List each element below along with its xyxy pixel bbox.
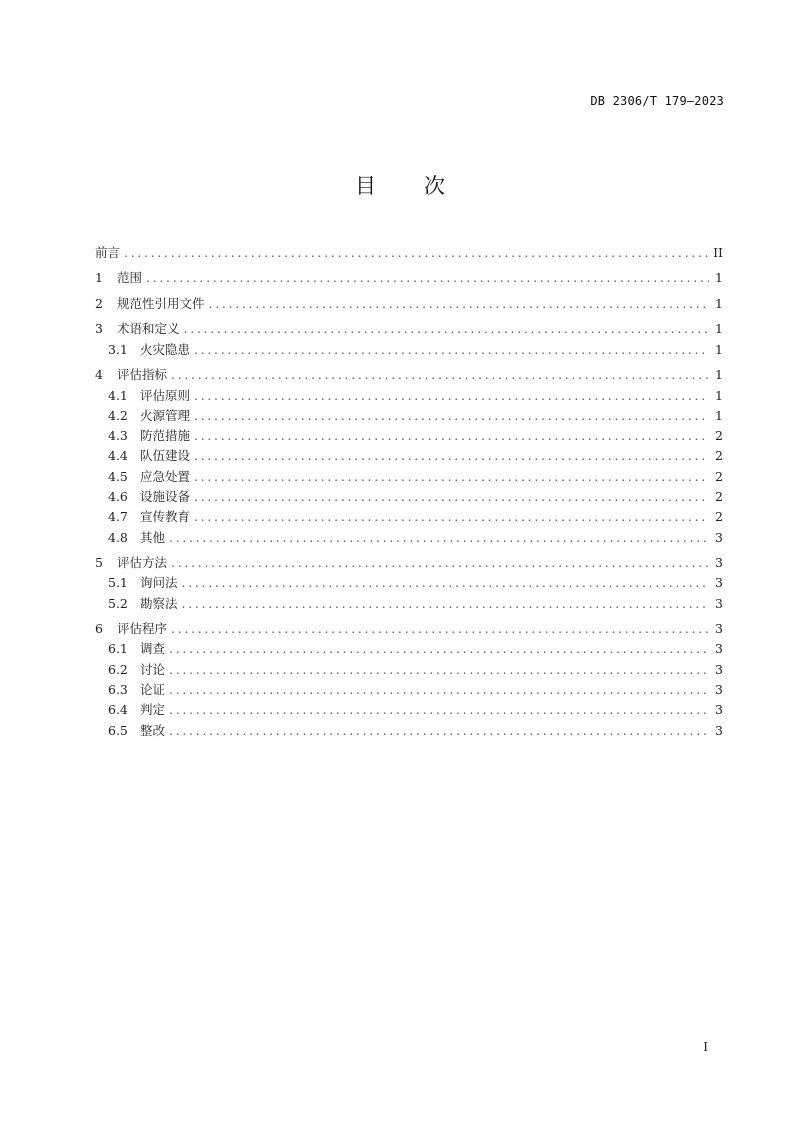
dot-leader (194, 340, 709, 360)
toc-entry-number: 4.2 (108, 407, 128, 423)
toc-entry-number: 4.1 (108, 387, 128, 403)
dot-leader (182, 594, 709, 614)
toc-entry-label: 应急处置 (140, 468, 191, 484)
toc-entry-label: 其他 (140, 529, 166, 545)
toc-entry-page: 1 (715, 341, 723, 357)
toc-entry-label: 设施设备 (140, 489, 191, 505)
toc-entry-number: 5.2 (108, 595, 128, 611)
toc-entry-label: 整改 (140, 722, 166, 738)
toc-entry[interactable] (95, 386, 723, 406)
toc-entry-label: 判定 (140, 702, 166, 718)
dot-leader (182, 573, 709, 593)
toc-entry-number: 4.8 (108, 529, 128, 545)
toc-entry[interactable] (95, 406, 723, 426)
toc-entry-number: 4.6 (108, 489, 128, 505)
toc-entry[interactable] (95, 528, 723, 548)
toc-entry-page: 1 (715, 270, 723, 286)
toc-entry-page: 1 (715, 295, 723, 311)
toc-entry-page: 1 (715, 407, 723, 423)
toc-entry-number: 4.5 (108, 468, 128, 484)
toc-entry-label: 调查 (140, 641, 166, 657)
toc-entry-number: 4.4 (108, 448, 128, 464)
toc-entry[interactable] (95, 340, 723, 360)
toc-entry[interactable] (95, 639, 723, 659)
toc-entry-page: 3 (715, 682, 723, 698)
toc-entry[interactable] (95, 680, 723, 700)
dot-leader (194, 406, 709, 426)
dot-leader (169, 528, 709, 548)
toc-entry-label: 宣传教育 (140, 509, 191, 525)
toc-entry[interactable] (95, 467, 723, 487)
toc-entry[interactable] (95, 294, 723, 314)
toc-entry-page: 3 (715, 575, 723, 591)
toc-entry-number: 5.1 (108, 575, 128, 591)
toc-entry-page: 3 (715, 641, 723, 657)
toc-entry-label: 询问法 (140, 575, 178, 591)
dot-leader (169, 721, 709, 741)
toc-entry[interactable] (95, 721, 723, 741)
toc-entry-label: 队伍建设 (140, 448, 191, 464)
toc-entry-page: 2 (715, 489, 723, 505)
dot-leader (146, 268, 709, 288)
toc-entry[interactable] (95, 268, 723, 288)
toc-entry[interactable] (95, 446, 723, 466)
dot-leader (169, 660, 709, 680)
dot-leader (171, 553, 709, 573)
toc-entry-number: 5 (95, 555, 103, 571)
dot-leader (194, 487, 709, 507)
title-char-2: 次 (424, 174, 445, 198)
toc-entry-page: 3 (715, 529, 723, 545)
toc-entry-page: 1 (715, 387, 723, 403)
dot-leader (171, 365, 709, 385)
toc-entry-page: 2 (715, 468, 723, 484)
toc-entry[interactable] (95, 319, 723, 339)
toc-entry-number: 6.4 (108, 702, 128, 718)
dot-leader (194, 446, 709, 466)
toc-entry-label: 评估原则 (140, 387, 191, 403)
toc-entry[interactable] (95, 594, 723, 614)
dot-leader (171, 619, 709, 639)
dot-leader (194, 507, 709, 527)
toc-entry[interactable] (95, 619, 723, 639)
page-number: I (703, 1040, 708, 1054)
toc-entry-label: 评估方法 (117, 555, 168, 571)
toc-entry-page: 2 (715, 509, 723, 525)
table-of-contents (95, 243, 723, 741)
toc-entry-number: 6 (95, 621, 103, 637)
toc-entry-label: 勘察法 (140, 595, 178, 611)
toc-entry-page: 3 (715, 661, 723, 677)
toc-entry-page: 1 (715, 367, 723, 383)
dot-leader (194, 426, 709, 446)
toc-entry[interactable] (95, 573, 723, 593)
toc-entry-page: 3 (715, 621, 723, 637)
toc-entry-number: 6.1 (108, 641, 128, 657)
toc-entry-page: 3 (715, 595, 723, 611)
toc-entry-label: 范围 (117, 270, 143, 286)
dot-leader (169, 680, 709, 700)
toc-entry-number: 3.1 (108, 341, 128, 357)
toc-entry-number: 1 (95, 270, 103, 286)
toc-entry-label: 火灾隐患 (140, 341, 191, 357)
title-char-1: 目 (355, 174, 376, 198)
toc-entry-label: 前言 (95, 245, 121, 260)
toc-entry-number: 6.2 (108, 661, 128, 677)
toc-entry-number: 4.7 (108, 509, 128, 525)
toc-entry-number: 3 (95, 321, 103, 337)
toc-entry-number: 4 (95, 367, 103, 383)
dot-leader (169, 700, 709, 720)
toc-entry-number: 2 (95, 295, 103, 311)
standard-code: DB 2306/T 179—2023 (590, 94, 724, 108)
toc-entry[interactable] (95, 365, 723, 385)
toc-entry-page: 1 (715, 321, 723, 337)
dot-leader (209, 294, 709, 314)
toc-entry[interactable] (95, 243, 723, 263)
dot-leader (194, 467, 709, 487)
toc-entry-label: 评估程序 (117, 621, 168, 637)
toc-entry[interactable] (95, 660, 723, 680)
toc-entry[interactable] (95, 553, 723, 573)
toc-entry-label: 防范措施 (140, 428, 191, 444)
toc-entry-page: II (713, 245, 723, 260)
toc-entry-label: 评估指标 (117, 367, 168, 383)
page-title (0, 170, 800, 200)
dot-leader (169, 639, 709, 659)
toc-entry[interactable] (95, 507, 723, 527)
dot-leader (194, 386, 709, 406)
toc-entry-number: 6.5 (108, 722, 128, 738)
dot-leader (124, 243, 709, 263)
toc-entry-page: 3 (715, 722, 723, 738)
toc-entry-number: 4.3 (108, 428, 128, 444)
toc-entry-page: 3 (715, 555, 723, 571)
toc-entry-number: 6.3 (108, 682, 128, 698)
toc-entry[interactable] (95, 700, 723, 720)
toc-entry[interactable] (95, 426, 723, 446)
dot-leader (184, 319, 709, 339)
toc-entry-page: 2 (715, 448, 723, 464)
toc-entry[interactable] (95, 487, 723, 507)
toc-entry-label: 论证 (140, 682, 166, 698)
toc-entry-label: 讨论 (140, 661, 166, 677)
toc-entry-page: 2 (715, 428, 723, 444)
toc-entry-label: 规范性引用文件 (117, 295, 205, 311)
toc-entry-label: 火源管理 (140, 407, 191, 423)
toc-entry-label: 术语和定义 (117, 321, 180, 337)
toc-entry-page: 3 (715, 702, 723, 718)
